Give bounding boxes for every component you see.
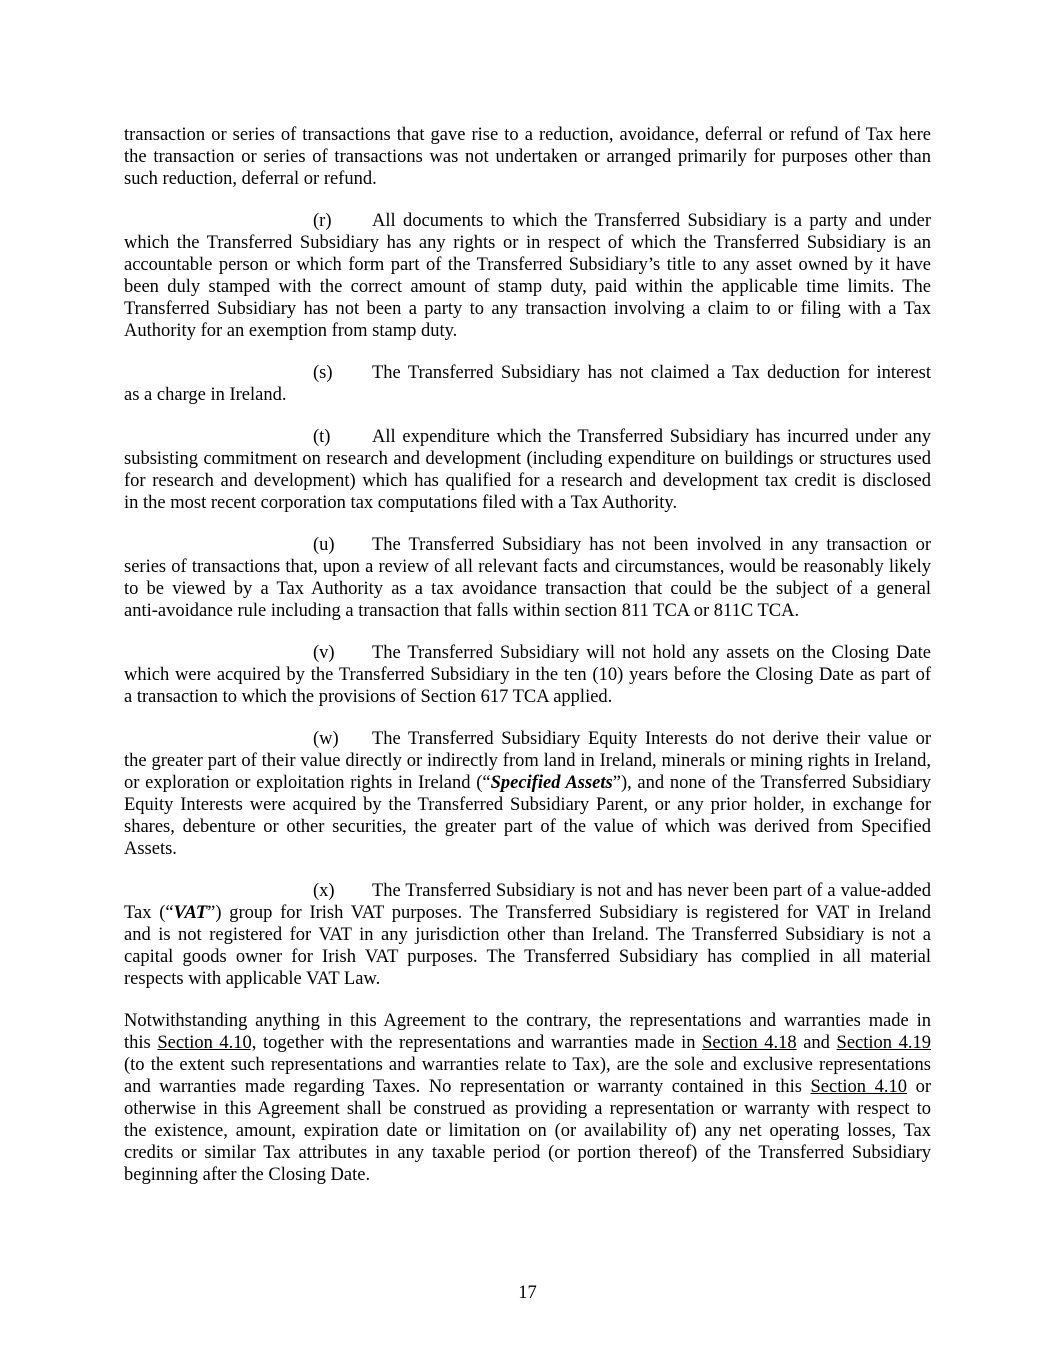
text-line bbox=[124, 750, 931, 772]
text-run: in the most recent corporation tax computations filed with a Tax Authority. bbox=[124, 493, 678, 513]
text-line bbox=[124, 880, 931, 902]
text-run: capital goods owner for Irish VAT purposes. The Transferred Subsidiary has complied in all material bbox=[124, 947, 931, 967]
text-line bbox=[124, 448, 931, 470]
text-run: All documents to which the Transferred Subsidiary is a party and under bbox=[372, 211, 931, 231]
text-line bbox=[124, 556, 931, 578]
clause-label: (s) bbox=[313, 363, 333, 383]
text-line bbox=[124, 924, 931, 946]
text-run: Tax (“ bbox=[124, 903, 174, 923]
text-line bbox=[124, 276, 931, 298]
text-line bbox=[124, 146, 931, 168]
text-line bbox=[124, 210, 931, 232]
text-line bbox=[124, 578, 931, 600]
text-line bbox=[124, 168, 931, 190]
text-run: Assets. bbox=[124, 839, 177, 859]
text-run: Equity Interests were acquired by the Transferred Subsidiary Parent, or any prior holder, in exchange for bbox=[124, 795, 931, 815]
text-run: series of transactions that, upon a review of all relevant facts and circumstances, would be reasonably likely bbox=[124, 557, 931, 577]
text-line bbox=[124, 600, 931, 622]
body-text bbox=[124, 124, 931, 1206]
clause-label: (v) bbox=[313, 643, 335, 663]
text-run: otherwise in this Agreement shall be construed as providing a representation or warranty with respect to bbox=[124, 1099, 931, 1119]
text-line bbox=[124, 1032, 931, 1054]
text-line bbox=[124, 902, 931, 924]
text-run: The Transferred Subsidiary has not been involved in any transaction or bbox=[372, 535, 931, 555]
text-run: this bbox=[124, 1033, 158, 1053]
clause-paragraph bbox=[124, 534, 931, 622]
text-run: Transferred Subsidiary has not been a party to any transaction involving a claim to or filing with a Tax bbox=[124, 299, 931, 319]
page-number: 17 bbox=[518, 1283, 537, 1303]
text-run: transaction or series of transactions that gave rise to a reduction, avoidance, deferral or refund of Tax here bbox=[124, 125, 931, 145]
paragraph bbox=[124, 1010, 931, 1186]
text-run: anti-avoidance rule including a transaction that falls within section 811 TCA or 811C TCA. bbox=[124, 601, 800, 621]
clause-label: (u) bbox=[313, 535, 335, 555]
text-run: The Transferred Subsidiary will not hold any assets on the Closing Date bbox=[372, 643, 931, 663]
section-reference: Section 4.10 bbox=[810, 1077, 907, 1097]
text-line bbox=[124, 320, 931, 342]
text-line bbox=[124, 426, 931, 448]
text-run: shares, debenture or other securities, the greater part of the value of which was derived from Specified bbox=[124, 817, 931, 837]
text-line bbox=[124, 492, 931, 514]
text-run: Authority for an exemption from stamp duty. bbox=[124, 321, 458, 341]
clause-label: (t) bbox=[313, 427, 331, 447]
clause-paragraph bbox=[124, 426, 931, 514]
text-line bbox=[124, 384, 931, 406]
text-line bbox=[124, 362, 931, 384]
text-run: such reduction, deferral or refund. bbox=[124, 169, 377, 189]
paragraph bbox=[124, 124, 931, 190]
text-line bbox=[124, 1098, 931, 1120]
text-line bbox=[124, 728, 931, 750]
defined-term: Specified Assets bbox=[490, 773, 613, 793]
text-run: All expenditure which the Transferred Subsidiary has incurred under any bbox=[372, 427, 931, 447]
text-line bbox=[124, 470, 931, 492]
text-run: accountable person or which form part of the Transferred Subsidiary’s title to any asset owned by it have bbox=[124, 255, 931, 275]
text-line bbox=[124, 1054, 931, 1076]
text-run: been duly stamped with the correct amount of stamp duty, paid within the applicable time limits. The bbox=[124, 277, 931, 297]
text-line bbox=[124, 232, 931, 254]
clause-paragraph bbox=[124, 210, 931, 342]
text-line bbox=[124, 298, 931, 320]
clause-label: (r) bbox=[313, 211, 332, 231]
text-run: and warranties made regarding Taxes. No representation or warranty contained in this bbox=[124, 1077, 811, 1097]
text-run: and is not registered for VAT in any jurisdiction other than Ireland. The Transferred Subsidiary is not a bbox=[124, 925, 931, 945]
text-run: which were acquired by the Transferred Subsidiary in the ten (10) years before the Closing Date as part of bbox=[124, 665, 931, 685]
text-line bbox=[124, 664, 931, 686]
text-run: subsisting commitment on research and development (including expenditure on buildings or structures used bbox=[124, 449, 931, 469]
clause-label: (w) bbox=[313, 729, 339, 749]
text-run: for research and development) which has qualified for a research and development tax credit is disclosed bbox=[124, 471, 931, 491]
text-run: Notwithstanding anything in this Agreement to the contrary, the representations and warranties made in bbox=[124, 1011, 931, 1031]
text-line bbox=[124, 534, 931, 556]
text-run: the transaction or series of transactions was not undertaken or arranged primarily for purposes other than bbox=[124, 147, 931, 167]
text-line bbox=[124, 946, 931, 968]
section-reference: Section 4.18 bbox=[702, 1033, 797, 1053]
text-run: the greater part of their value directly or indirectly from land in Ireland, minerals or mining rights in Ireland, bbox=[124, 751, 931, 771]
clause-label: (x) bbox=[313, 881, 335, 901]
text-line bbox=[124, 1142, 931, 1164]
text-line bbox=[124, 1076, 931, 1098]
section-reference: Section 4.10, bbox=[157, 1033, 257, 1053]
text-line bbox=[124, 1010, 931, 1032]
text-run: or bbox=[906, 1077, 931, 1097]
section-reference: Section 4.19 bbox=[836, 1033, 931, 1053]
text-run: the existence, amount, expiration date or limitation on (or availability of) any net operating losses, Tax bbox=[124, 1121, 931, 1141]
text-run: The Transferred Subsidiary Equity Interests do not derive their value or bbox=[372, 729, 931, 749]
clause-paragraph bbox=[124, 642, 931, 708]
text-run: together with the representations and warranties made in bbox=[256, 1033, 703, 1053]
text-line bbox=[124, 642, 931, 664]
text-run: ”) group for Irish VAT purposes. The Transferred Subsidiary is registered for VAT in Ireland bbox=[207, 903, 931, 923]
text-line bbox=[124, 686, 931, 708]
text-line bbox=[124, 816, 931, 838]
text-run: or exploration or exploitation rights in Ireland (“ bbox=[124, 773, 491, 793]
text-run: credits or similar Tax attributes in any taxable period (or portion thereof) of the Transferred Subsidiary bbox=[124, 1143, 931, 1163]
text-run: beginning after the Closing Date. bbox=[124, 1165, 371, 1185]
text-line bbox=[124, 772, 931, 794]
text-run: The Transferred Subsidiary has not claimed a Tax deduction for interest bbox=[372, 363, 931, 383]
text-line bbox=[124, 1120, 931, 1142]
text-run: as a charge in Ireland. bbox=[124, 385, 287, 405]
text-run: a transaction to which the provisions of Section 617 TCA applied. bbox=[124, 687, 613, 707]
text-line bbox=[124, 838, 931, 860]
clause-paragraph bbox=[124, 880, 931, 990]
text-line bbox=[124, 1164, 931, 1186]
defined-term: VAT bbox=[173, 903, 208, 923]
text-run: The Transferred Subsidiary is not and has never been part of a value-added bbox=[372, 881, 931, 901]
text-run: ”), and none of the Transferred Subsidiary bbox=[612, 773, 931, 793]
text-line bbox=[124, 254, 931, 276]
text-run: (to the extent such representations and warranties relate to Tax), are the sole and exclusive representations bbox=[124, 1055, 931, 1075]
text-run: which the Transferred Subsidiary has any rights or in respect of which the Transferred Subsidiary is an bbox=[124, 233, 931, 253]
text-line bbox=[124, 124, 931, 146]
text-line bbox=[124, 794, 931, 816]
clause-paragraph bbox=[124, 728, 931, 860]
text-line bbox=[124, 968, 931, 990]
text-run: respects with applicable VAT Law. bbox=[124, 969, 381, 989]
text-run: and bbox=[796, 1033, 837, 1053]
text-run: to be viewed by a Tax Authority as a tax avoidance transaction that could be the subject of a general bbox=[124, 579, 931, 599]
clause-paragraph bbox=[124, 362, 931, 406]
